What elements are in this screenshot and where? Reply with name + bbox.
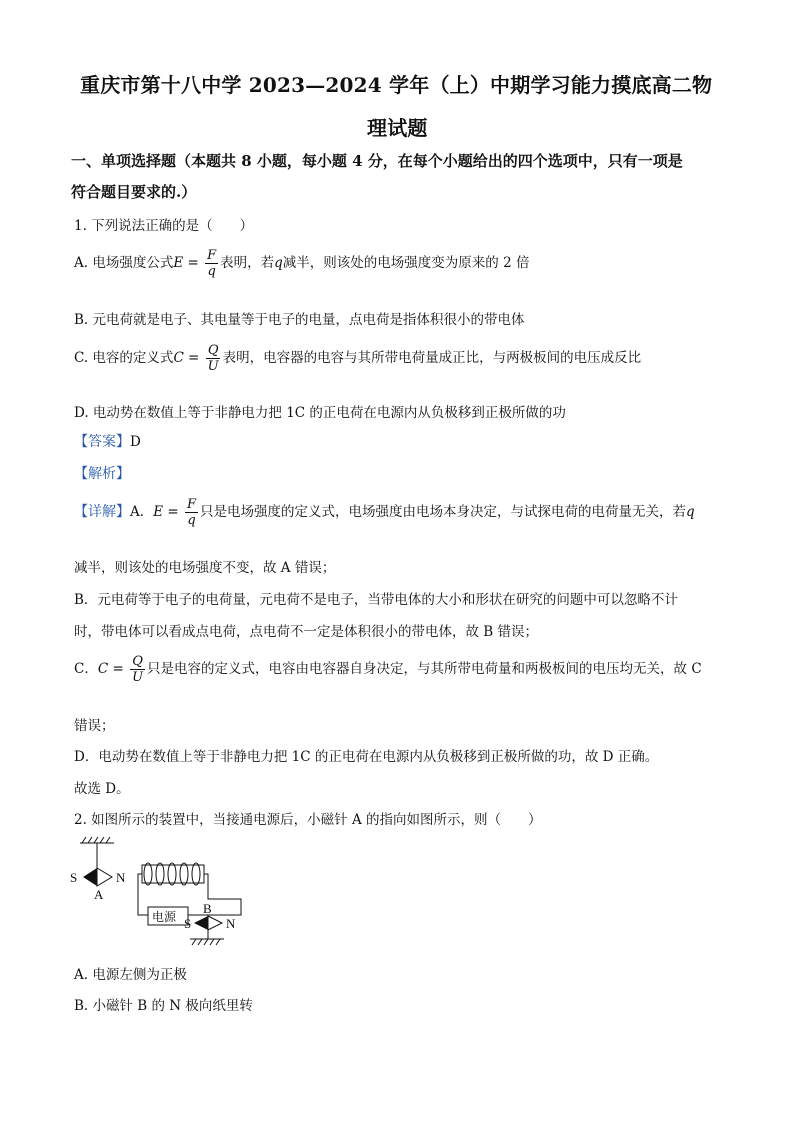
- q1-option-a: [74, 248, 529, 279]
- detail-c-fraction: [130, 654, 145, 685]
- fraction-numerator: F: [187, 497, 197, 512]
- section-heading-line1: 一、单项选择题（本题共 8 小题，每小题 4 分，在每个小题给出的四个选项中，只有一项是: [71, 152, 683, 170]
- q1-detail-c-cont: 错误；: [74, 718, 115, 734]
- q2-option-a: A. 电源左侧为正极: [74, 967, 187, 983]
- needle-a-label: A: [94, 887, 104, 902]
- ceiling-support: [80, 837, 114, 868]
- detail-c-text: 只是电容的定义式，电容由电容器自身决定，与其所带电荷量和两极板间的电压均无关，故 C: [147, 661, 702, 677]
- compass-needle-a: [83, 868, 112, 886]
- fraction-numerator: F: [207, 248, 217, 263]
- q1-option-a-fraction: [205, 248, 218, 279]
- detail-c-lhs: C =: [97, 661, 129, 677]
- q1-option-a-lhs: E =: [173, 255, 204, 271]
- q1-detail-a-cont: 减半，则该处的电场强度不变，故 A 错误；: [74, 560, 336, 576]
- q1-analysis: [74, 463, 130, 483]
- doc-title-line1: 重庆市第十八中学 2023—2024 学年（上）中期学习能力摸底高二物: [80, 73, 713, 97]
- needle-b-label: B: [203, 901, 212, 916]
- q1-option-c-lhs: C =: [173, 350, 204, 366]
- q1-detail-b-line2: 时，带电体可以看成点电荷，点电荷不一定是体积很小的带电体，故 B 错误；: [74, 624, 539, 640]
- analysis-label: 【解析】: [74, 466, 130, 482]
- detail-a-fraction: [185, 497, 198, 528]
- detail-a-text: 只是电场强度的定义式，电场强度由电场本身决定，与试探电荷的电荷量无关，若: [200, 504, 687, 520]
- q2-option-b: B. 小磁针 B 的 N 极向纸里转: [74, 998, 253, 1014]
- q1-option-a-prefix: A. 电场强度公式: [74, 255, 174, 271]
- fraction-denominator: U: [132, 670, 144, 685]
- floor-support: [190, 930, 224, 945]
- q1-detail-c: [74, 654, 702, 685]
- needle-b-n-label: N: [226, 916, 236, 931]
- q1-option-a-text2: 减半，则该处的电场强度变为原来的 2 倍: [282, 255, 530, 271]
- q1-detail-d: D．电动势在数值上等于非静电力把 1C 的正电荷在电源内从负极移到正极所做的功，故 D 正确。: [74, 749, 659, 765]
- detail-a-lhs: E =: [153, 504, 183, 520]
- answer-label: 【答案】: [74, 434, 130, 450]
- needle-a-n-label: N: [116, 870, 126, 885]
- q1-option-d: D. 电动势在数值上等于非静电力把 1C 的正电荷在电源内从负极移到正极所做的功: [74, 405, 566, 421]
- q1-option-c-text: 表明，电容器的电容与其所带电荷量成正比，与两极板间的电压成反比: [222, 350, 642, 366]
- needle-b-s-label: S: [184, 916, 192, 931]
- q2-circuit-figure: [66, 835, 256, 953]
- fraction-denominator: U: [207, 359, 219, 374]
- q1-option-c-prefix: C. 电容的定义式: [74, 350, 174, 366]
- q1-option-a-var: q: [274, 255, 283, 271]
- fraction-numerator: Q: [132, 654, 143, 669]
- solenoid-coil: [142, 863, 204, 885]
- detail-label: 【详解】: [74, 504, 130, 520]
- power-source-label: 电源: [152, 910, 177, 924]
- q1-answer: [74, 431, 141, 451]
- q1-conclusion: 故选 D。: [74, 781, 130, 797]
- answer-value: D: [130, 434, 141, 450]
- q1-option-b: B. 元电荷就是电子、其电量等于电子的电量，点电荷是指体积很小的带电体: [74, 312, 525, 328]
- q1-detail-b-line1: B．元电荷等于电子的电荷量，元电荷不是电子，当带电体的大小和形状在研究的问题中可以忽略不计: [74, 592, 678, 608]
- q2-stem: 2. 如图所示的装置中，当接通电源后，小磁针 A 的指向如图所示，则（ ）: [74, 812, 542, 828]
- needle-a-s-label: S: [70, 870, 78, 885]
- q1-detail-a: [74, 497, 695, 528]
- fraction-denominator: q: [187, 513, 196, 528]
- fraction-denominator: q: [207, 264, 216, 279]
- q1-option-c: [74, 343, 641, 374]
- fraction-numerator: Q: [207, 343, 219, 358]
- q1-option-a-text: 表明，若: [220, 255, 275, 271]
- detail-a-var: q: [686, 504, 695, 520]
- compass-needle-b: [194, 916, 222, 930]
- section-heading-line2: 符合题目要求的.）: [71, 183, 197, 201]
- detail-c-prefix: C．: [74, 661, 98, 677]
- detail-a-prefix: A．: [130, 504, 154, 520]
- q1-stem: 1. 下列说法正确的是（ ）: [74, 218, 254, 234]
- doc-title-line2: 理试题: [367, 116, 428, 140]
- q1-option-c-fraction: [206, 343, 221, 374]
